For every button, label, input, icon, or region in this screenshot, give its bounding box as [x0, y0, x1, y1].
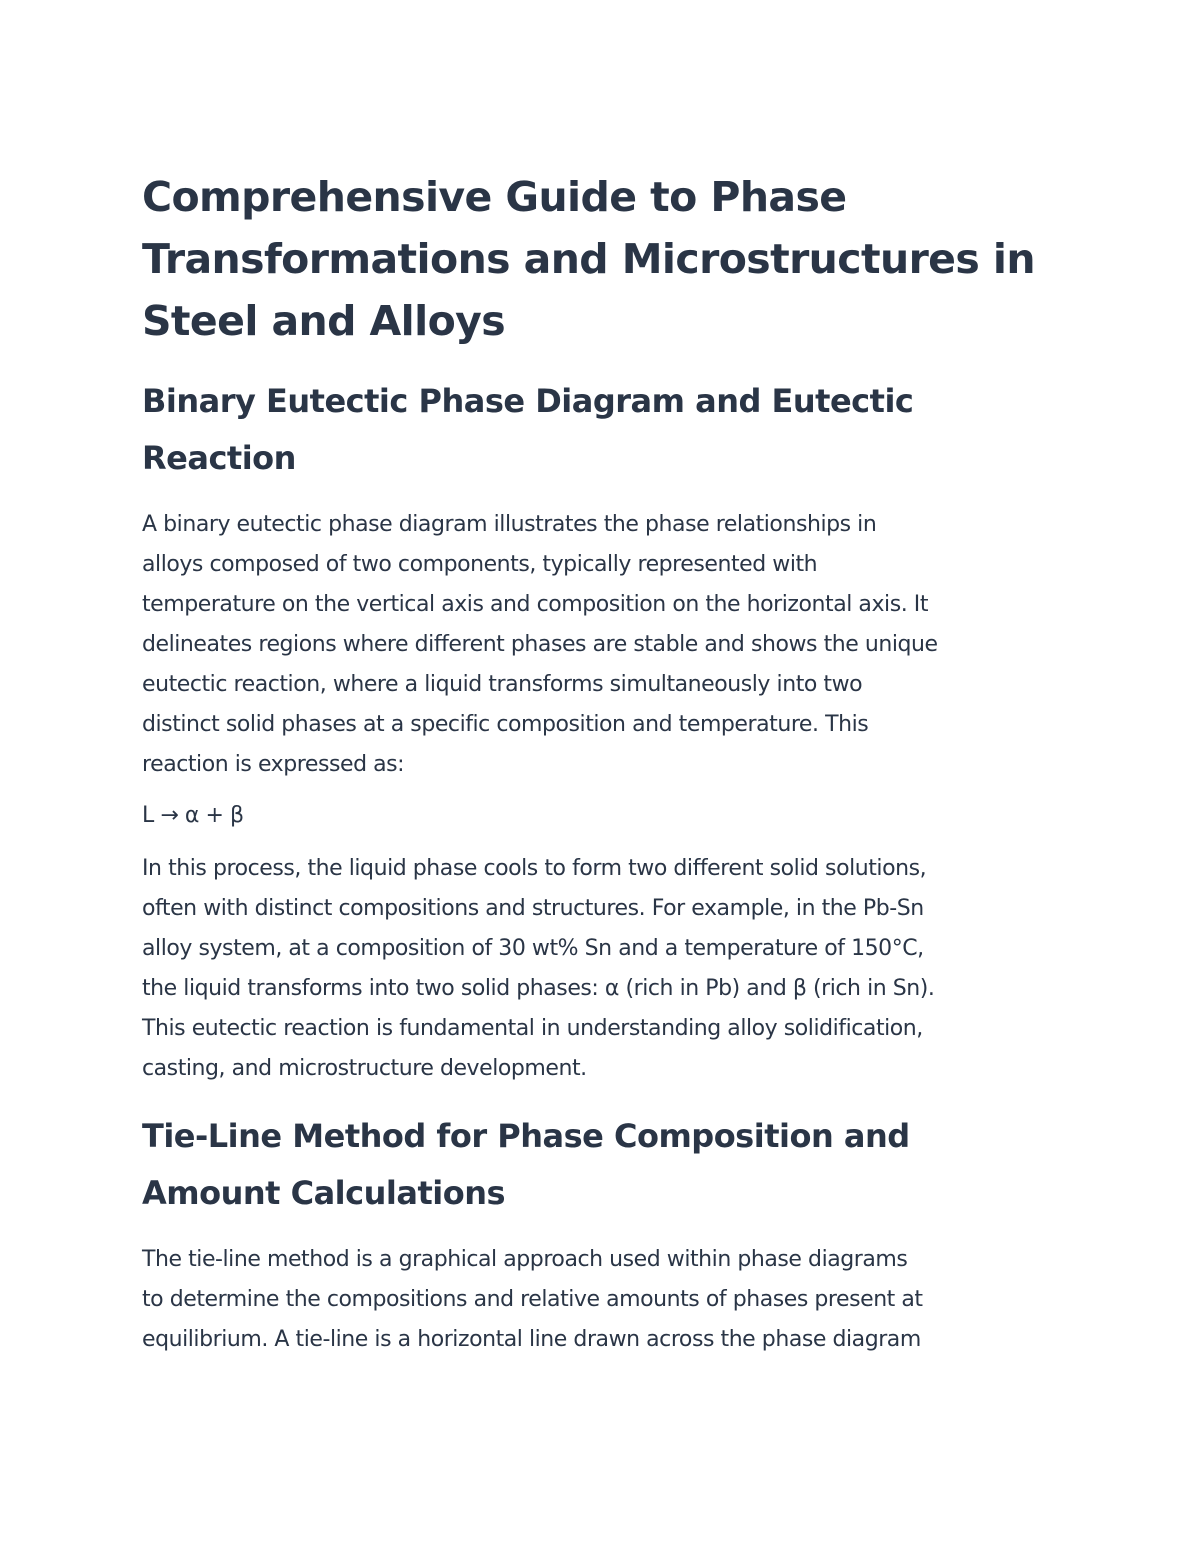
title-line: Transformations and Microstructures in — [142, 235, 1035, 283]
text-line: to determine the compositions and relative amounts of phases present at — [142, 1287, 923, 1312]
text-line: the liquid transforms into two solid phases: α (rich in Pb) and β (rich in Sn). — [142, 976, 935, 1001]
paragraph-eutectic-process — [142, 849, 1062, 1089]
heading-line: Binary Eutectic Phase Diagram and Eutectic — [142, 382, 914, 420]
text-line: distinct solid phases at a specific composition and temperature. This — [142, 712, 869, 737]
text-line: often with distinct compositions and structures. For example, in the Pb-Sn — [142, 896, 924, 921]
eutectic-equation — [142, 796, 1062, 836]
paragraph-eutectic-intro — [142, 505, 1062, 785]
heading-line: Amount Calculations — [142, 1174, 506, 1212]
text-line: temperature on the vertical axis and composition on the horizontal axis. It — [142, 592, 929, 617]
equation-text: L → α + β — [142, 803, 244, 828]
text-line: reaction is expressed as: — [142, 752, 405, 777]
section-heading-tieline — [142, 1108, 1042, 1222]
text-line: casting, and microstructure development. — [142, 1056, 587, 1081]
heading-line: Reaction — [142, 439, 296, 477]
title-line: Steel and Alloys — [142, 297, 506, 345]
text-line: This eutectic reaction is fundamental in understanding alloy solidification, — [142, 1016, 923, 1041]
text-line: A binary eutectic phase diagram illustrates the phase relationships in — [142, 512, 877, 537]
text-line: delineates regions where different phases are stable and shows the unique — [142, 632, 938, 657]
text-line: alloy system, at a composition of 30 wt% Sn and a temperature of 150°C, — [142, 936, 924, 961]
text-line: The tie-line method is a graphical approach used within phase diagrams — [142, 1247, 908, 1272]
text-line: equilibrium. A tie-line is a horizontal line drawn across the phase diagram — [142, 1327, 921, 1352]
heading-line: Tie-Line Method for Phase Composition and — [142, 1117, 910, 1155]
text-line: eutectic reaction, where a liquid transforms simultaneously into two — [142, 672, 863, 697]
title-line: Comprehensive Guide to Phase — [142, 173, 847, 221]
text-line: alloys composed of two components, typically represented with — [142, 552, 818, 577]
section-heading-eutectic — [142, 373, 1042, 487]
page-title — [142, 166, 1062, 352]
paragraph-tieline — [142, 1240, 1062, 1360]
text-line: In this process, the liquid phase cools to form two different solid solutions, — [142, 856, 927, 881]
